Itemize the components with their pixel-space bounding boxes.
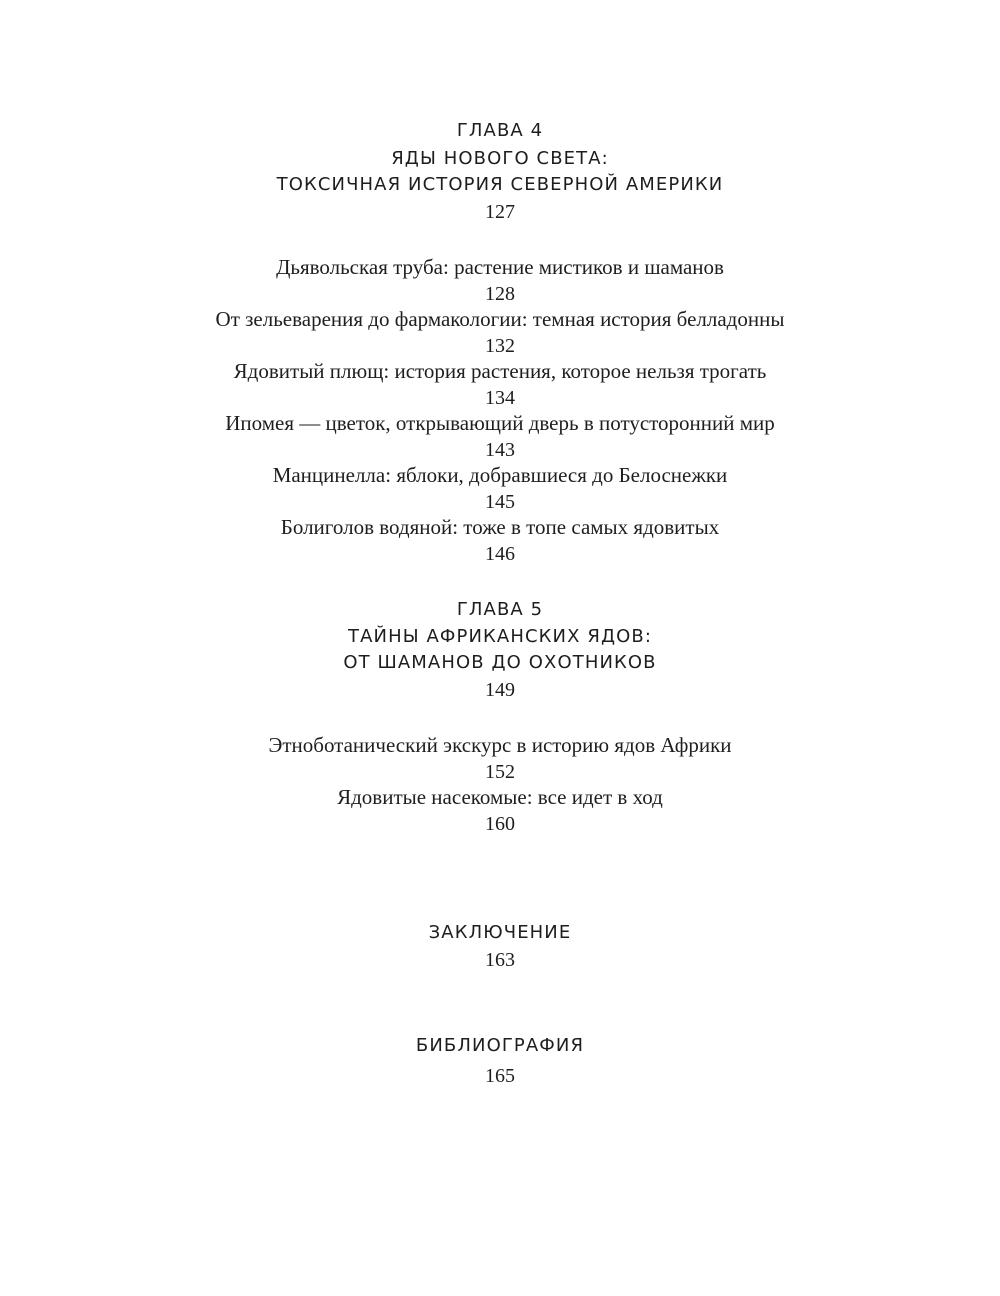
toc-entry-title: Ядовитый плющ: история растения, которое нельзя трогать	[233, 359, 767, 383]
toc-entry-page: 128	[485, 283, 515, 305]
bibliography-page-number: 165	[485, 1065, 515, 1087]
toc-entry-page: 132	[485, 335, 515, 357]
chapter-4-label: ГЛАВА 4	[456, 120, 544, 141]
toc-entry-page: 146	[485, 543, 515, 565]
toc-entry-title: От зельеварения до фармакологии: темная история белладонны	[215, 307, 785, 331]
toc-entry-title: Ипомея — цветок, открывающий дверь в потусторонний мир	[225, 411, 775, 435]
toc-entry-title: Ядовитые насекомые: все идет в ход	[337, 785, 663, 809]
conclusion-page-number: 163	[485, 949, 515, 971]
chapter-4-title-line-2: ТОКСИЧНАЯ ИСТОРИЯ СЕВЕРНОЙ АМЕРИКИ	[276, 174, 724, 195]
toc-entry-title: Манцинелла: яблоки, добравшиеся до Белоснежки	[272, 463, 728, 487]
bibliography-label: БИБЛИОГРАФИЯ	[415, 1035, 585, 1056]
toc-entry-title: Болиголов водяной: тоже в топе самых ядовитых	[280, 515, 720, 539]
chapter-5-label: ГЛАВА 5	[456, 599, 544, 620]
toc-entry-page: 145	[485, 491, 515, 513]
toc-entry-page: 152	[485, 761, 515, 783]
chapter-5-title-line-1: ТАЙНЫ АФРИКАНСКИХ ЯДОВ:	[348, 626, 652, 647]
toc-entry-page: 134	[485, 387, 515, 409]
toc-entry-title: Этноботанический экскурс в историю ядов Африки	[268, 733, 732, 757]
toc-entry-title: Дьявольская труба: растение мистиков и шаманов	[276, 255, 724, 279]
chapter-5-page-number: 149	[485, 679, 515, 701]
toc-entry-page: 160	[485, 813, 515, 835]
chapter-4-page-number: 127	[485, 201, 515, 223]
chapter-4-title-line-1: ЯДЫ НОВОГО СВЕТА:	[391, 148, 609, 169]
conclusion-label: ЗАКЛЮЧЕНИЕ	[428, 922, 572, 943]
chapter-5-title-line-2: ОТ ШАМАНОВ ДО ОХОТНИКОВ	[343, 652, 657, 673]
toc-entry-page: 143	[485, 439, 515, 461]
